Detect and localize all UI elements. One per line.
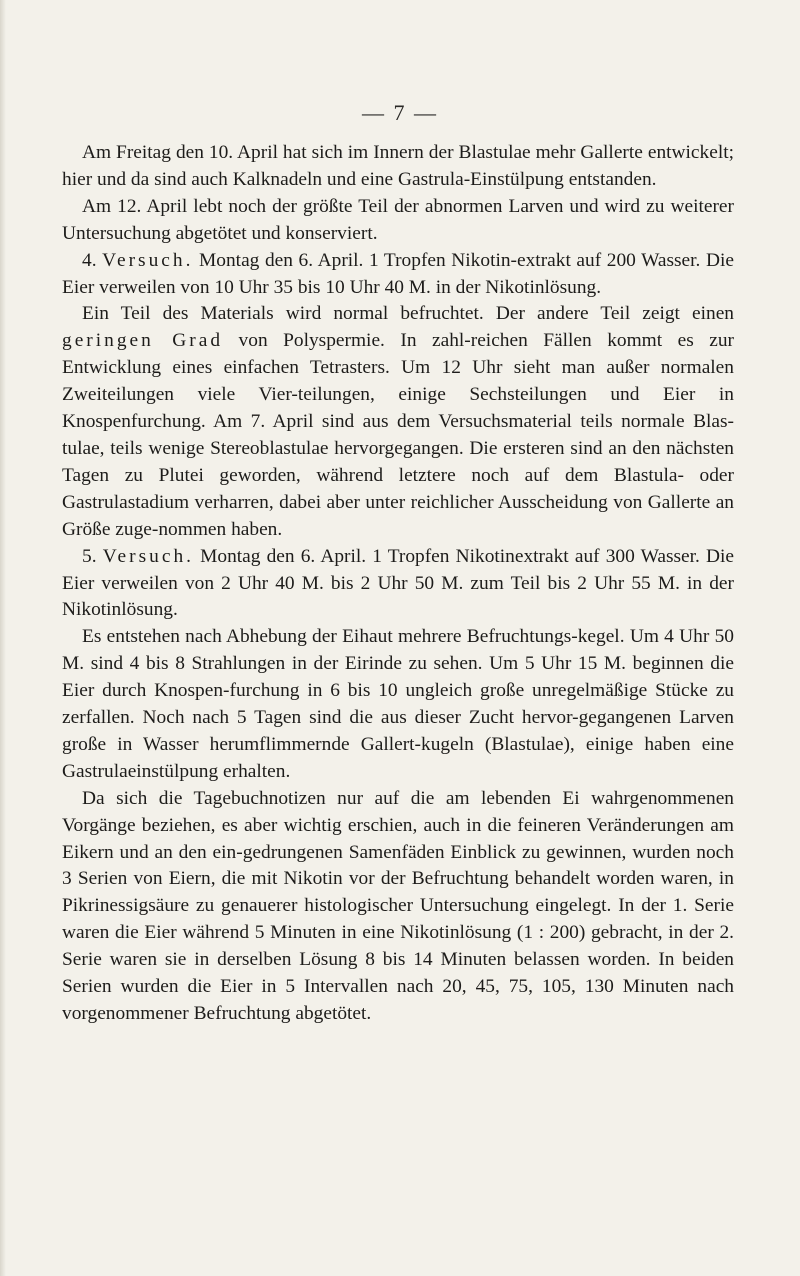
text-run: 5. — [82, 545, 103, 567]
paragraph — [62, 248, 734, 302]
page-number: — 7 — — [362, 100, 438, 125]
paragraph — [62, 544, 734, 625]
spaced-emphasis: geringen Grad — [62, 330, 224, 352]
paragraph — [62, 301, 734, 543]
spaced-emphasis: Versuch. — [102, 545, 194, 567]
text-run: Am Freitag den 10. April hat sich im Innern der Blastulae mehr Gallerte entwickelt; hier und da sind auch Kalknadeln und eine Gastrula-Einstülpung entstanden. — [62, 142, 734, 190]
paragraph — [62, 624, 734, 785]
text-run: Es entstehen nach Abhebung der Eihaut mehrere Befruchtungs-kegel. Um 4 Uhr 50 M. sind 4 bis 8 Strahlungen in der Eirinde zu sehen. Um 5 Uhr 15 M. beginnen die Eier durch Knospen-furchung in 6 bis 10 ungleich große unregelmäßige Stücke zu zerfallen. Noch nach 5 Tagen sind die aus dieser Zucht hervor-gegangenen Larven große in Wasser herumflimmernde Gallert-kugeln (Blastulae), einige haben eine Gastrulaeinstülpung erhalten. — [62, 626, 734, 782]
paragraph — [62, 140, 734, 194]
text-run: Am 12. April lebt noch der größte Teil der abnormen Larven und wird zu weiterer Untersuchung abgetötet und konserviert. — [62, 195, 734, 244]
text-run: Da sich die Tagebuchnotizen nur auf die am lebenden Ei wahrgenommenen Vorgänge beziehen, es aber wichtig erschien, auch in die feineren Veränderungen am Eikern und an den ein-gedrungenen Samenfäden Einblick zu gewinnen, wurden noch 3 Serien von Eiern, die mit Nikotin vor der Befruchtung behandelt worden waren, in Pikrinessigsäure zu genauerer histologischer Untersuchung eingelegt. In der 1. Serie waren die Eier während 5 Minuten in eine Nikotinlösung (1 : 200) gebracht, in der 2. Serie waren sie in derselben Lösung 8 bis 14 Minuten belassen worden. In beiden Serien wurden die Eier in 5 Intervallen nach 20, 45, 75, 105, 130 Minuten nach vorgenommener Befruchtung abgetötet. — [62, 787, 734, 1024]
body-text — [62, 140, 734, 1028]
paragraph — [62, 194, 734, 248]
text-run: Ein Teil des Materials wird normal befruchtet. Der andere Teil zeigt einen — [82, 303, 734, 325]
text-run: Montag den 6. April. 1 Tropfen Nikotin-extrakt auf 200 Wasser. Die Eier verweilen von 10 Uhr 35 bis 10 Uhr 40 M. in der Nikotinlösung. — [62, 249, 734, 298]
text-run: von Polyspermie. In zahl-reichen Fällen kommt es zur Entwicklung eines einfachen Tetrasters. Um 12 Uhr sieht man außer normalen Zweiteilungen viele Vier-teilungen, einige Sechsteilungen und Eier in Knospenfurchung. Am 7. April sind aus dem Versuchsmaterial teils normale Blas-tulae, teils wenige Stereoblastulae hervorgegangen. Die ersteren sind an den nächsten Tagen zu Plutei geworden, während letztere noch auf dem Blastula- oder Gastrulastadium verharren, dabei aber unter reichlicher Ausscheidung von Gallerte an Größe zuge-nommen haben. — [62, 330, 734, 540]
text-run: 4. — [82, 249, 103, 271]
spaced-emphasis: Versuch. — [102, 249, 194, 271]
text-run: Montag den 6. April. 1 Tropfen Nikotinextrakt auf 300 Wasser. Die Eier verweilen von 2 Uhr 40 M. bis 2 Uhr 50 M. zum Teil bis 2 Uhr 55 M. in der Nikotinlösung. — [62, 545, 735, 621]
page-edge — [0, 0, 6, 1276]
paragraph — [62, 786, 734, 1028]
